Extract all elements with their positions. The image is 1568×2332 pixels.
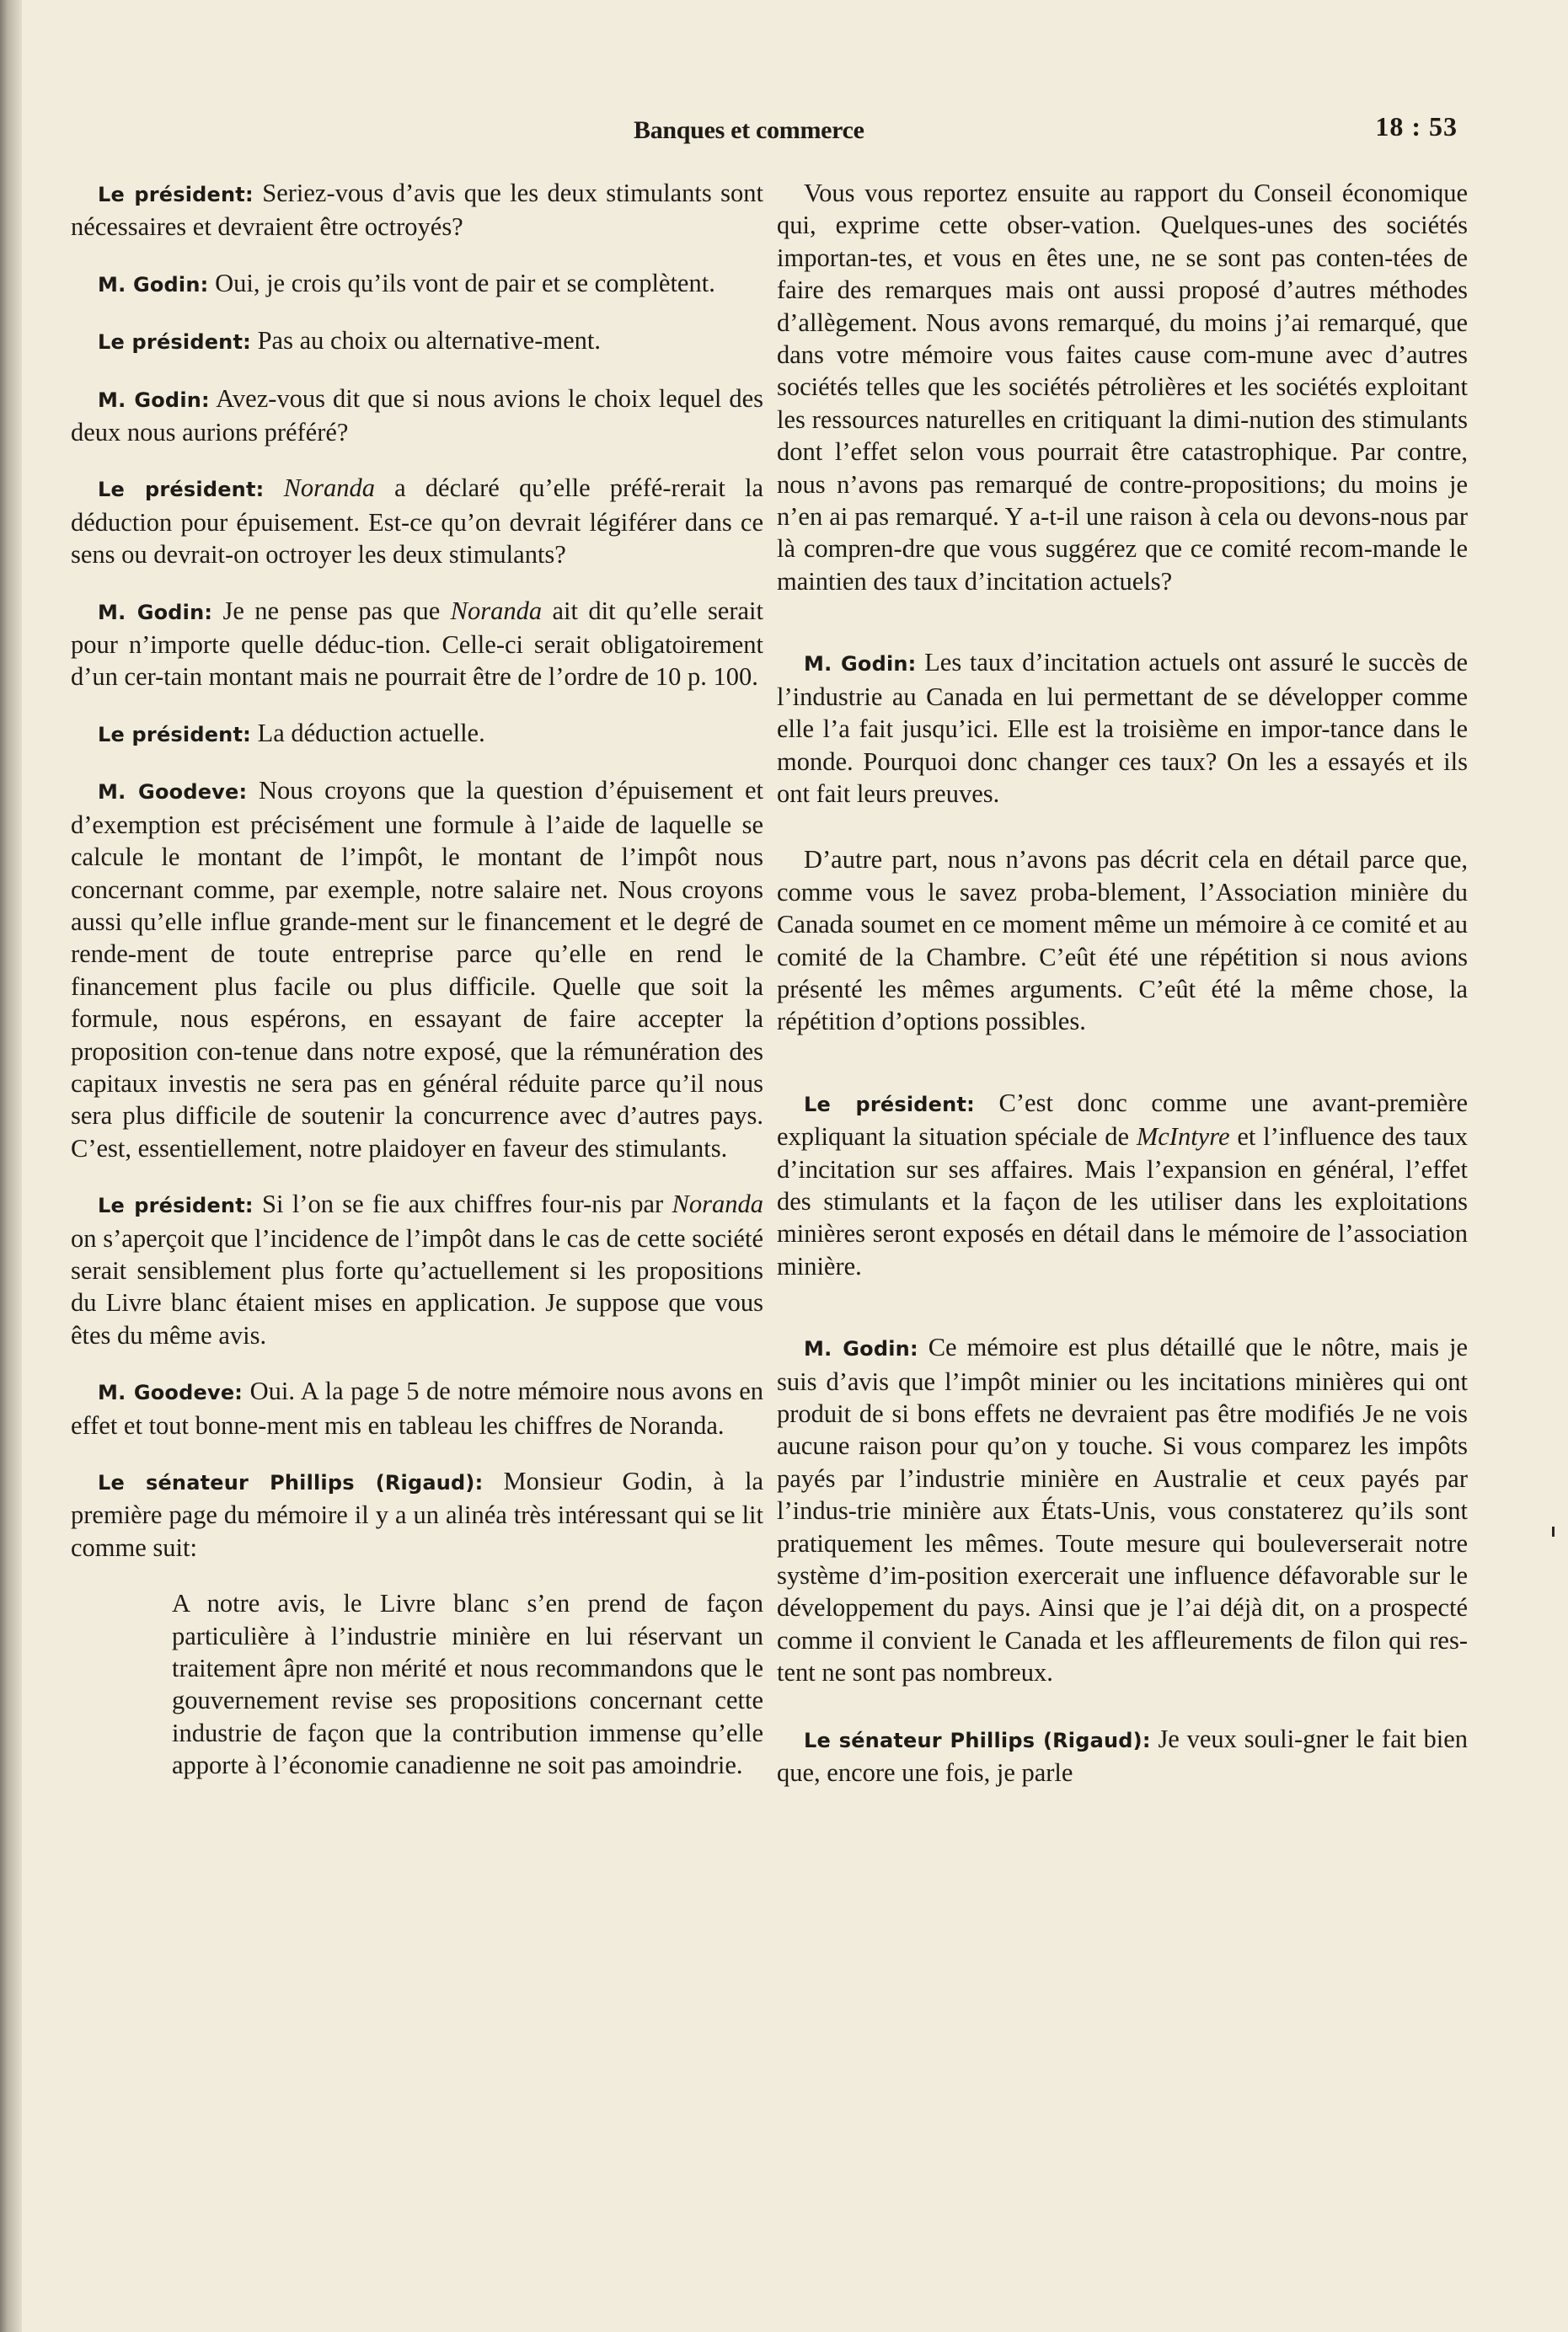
page-number: 18 : 53	[1375, 111, 1458, 142]
speaker-label: M. Godin:	[98, 388, 210, 412]
speaker-label: Le président:	[98, 183, 254, 206]
paragraph-text: Seriez-vous d’avis que les deux stimulants sont nécessaires et devraient être octroyés?	[71, 179, 764, 242]
paragraph	[777, 1331, 1468, 1688]
speaker-label: Le président:	[98, 478, 265, 502]
page-header	[623, 111, 1466, 153]
book-binding-shadow	[0, 0, 22, 2332]
company-name: Noranda	[283, 473, 376, 503]
paragraph	[71, 472, 763, 570]
paragraph-text: Oui. A la page 5 de notre mémoire nous avons en effet et tout bonne-ment mis en tableau les chiffres de Noranda.	[71, 1377, 763, 1440]
paragraph-text: Nous croyons que la question d’épuisement et d’exemption est précisément une formule à l’aide de laquelle se calcule le montant de l’impôt, le montant de l’impôt nous concernant comme, par exemple, notre salaire net. Nous croyons aussi qu’elle influe grande-ment sur le financement et le degré de rende-ment de toute entreprise parce qu’elle en rend le financement plus facile ou plus difficile. Quelle que soit la formule, nous espérons, en essayant de faire accepter la proposition con-tenue dans notre exposé, que la rémunération des capitaux investis ne sera pas en général réduite parce qu’il nous sera plus difficile de soutenir la concurrence avec d’autres pays. C’est, essentiellement, notre plaidoyer en faveur des stimulants.	[71, 776, 764, 1163]
paragraph	[777, 646, 1468, 810]
paragraph-text: La déduction actuelle.	[257, 718, 485, 747]
paragraph	[71, 324, 763, 358]
paragraph-text: Monsieur Godin, à la première page du mémoire il y a un alinéa très intéressant qui se lit comme suit:	[71, 1467, 763, 1562]
paragraph	[71, 382, 763, 449]
paragraph: Vous vous reportez ensuite au rapport du Conseil économique qui, exprime cette obser-vation. Quelques-unes des sociétés importan-tes, et vous en êtes une, ne se sont pas conten-tées de faire des remarques mais ont aussi proposé d’autres méthodes d’allègement. Nous avons remarqué, du moins j’ai remarqué, que dans votre mémoire vous faites cause com-mune avec d’autres sociétés telles que les sociétés pétrolières et les sociétés exploitant les ressources naturelles en critiquant la dimi-nution des stimulants dont l’effet selon vous pourrait être catastrophique. Par contre, nous n’avons pas remarqué de contre-propositions; du moins je n’en ai pas remarqué. Y a-t-il une raison à cela ou devons-nous par là compren-dre que vous suggérez que ce comité recom-mande le maintien des taux d’incitation actuels?	[777, 179, 1468, 596]
paragraph-text: Je veux souli-gner le fait bien que, encore une fois, je parle	[777, 1724, 1468, 1788]
paragraph	[71, 267, 763, 301]
speaker-label: M. Goodeve:	[98, 780, 248, 805]
paragraph-text: Ce mémoire est plus détaillé que le nôtre, mais je suis d’avis que l’impôt minier ou les incitations minières qui ont produit de si bons effets ne devraient pas être modifiés Je ne vois aucune raison pour qu’on y touche. Si vous comparez les impôts payés par l’industrie minière en Australie et ceux payés par l’indus-trie minière aux États-Unis, vous constaterez qu’ils sont pratiquement les mêmes. Toute mesure qui bouleverserait notre système d’im-position exercerait une influence défavorable sur le développement du pays. Ainsi que je l’ai déjà dit, on a prospecté comme il convient le Canada et les affleurements de filon qui res-tent ne sont pas nombreux.	[777, 1333, 1468, 1687]
company-name: McIntyre	[1136, 1122, 1230, 1152]
speaker-label: M. Godin:	[804, 652, 917, 677]
paragraph-text: et l’influence des taux d’incitation sur ses affaires. Mais l’expansion en général, l’effet des stimulants et la façon de les utiliser dans les exploitations minières seront exposés en détail dans le mémoire de l’association minière.	[777, 1122, 1469, 1281]
paragraph-text: Oui, je crois qu’ils vont de pair et se complètent.	[215, 268, 715, 297]
margin-mark	[1552, 1527, 1555, 1537]
left-column	[71, 177, 763, 1805]
paragraph-text: Je ne pense pas que	[222, 596, 441, 625]
paragraph	[777, 1723, 1468, 1789]
speaker-label: Le sénateur Phillips (Rigaud):	[98, 1471, 484, 1495]
paragraph-text: ait dit qu’elle serait pour n’importe quelle déduc-tion. Celle-ci serait obligatoirement d’un cer-tain montant mais ne pourrait être de l’ordre de 10 p. 100.	[71, 596, 763, 692]
paragraph-text: Si l’on se fie aux chiffres four-nis par	[262, 1190, 664, 1219]
speaker-label: Le président:	[98, 330, 251, 355]
quote-text: A notre avis, le Livre blanc s’en prend de façon particulière à l’industrie minière en lui réservant un traitement âpre non mérité et nous recommandons que le gouvernement revise ses propositions concernant cette industrie de façon que la contribution immense qu’elle apporte à l’économie canadienne ne soit pas amoindrie.	[172, 1589, 763, 1780]
paragraph	[777, 1087, 1468, 1282]
block-quote	[71, 1587, 763, 1781]
paragraph: D’autre part, nous n’avons pas décrit cela en détail parce que, comme vous le savez proba-blement, l’Association minière du Canada soumet en ce moment même un mémoire à ce comité et au comité de la Chambre. C’eût été une répétition si nous avions présenté les mêmes arguments. C’eût été la même chose, la répétition d’options possibles.	[777, 845, 1468, 1036]
paragraph	[71, 1188, 763, 1351]
speaker-label: M. Godin:	[98, 600, 213, 624]
speaker-label: Le président:	[98, 722, 251, 746]
right-column	[777, 177, 1468, 1812]
paragraph-text: a déclaré qu’elle préfé-rerait la déduction pour épuisement. Est-ce qu’on devrait légiférer dans ce sens ou devrait-on octroyer les deux stimulants?	[71, 473, 764, 570]
speaker-label: M. Godin:	[98, 272, 209, 297]
paragraph	[71, 1465, 763, 1564]
speaker-label: Le sénateur Phillips (Rigaud):	[804, 1728, 1151, 1752]
speaker-label: M. Godin:	[804, 1337, 918, 1361]
paragraph	[71, 774, 763, 1164]
company-name: Noranda	[672, 1190, 763, 1219]
speaker-label: M. Goodeve:	[98, 1381, 243, 1405]
paragraph-text: on s’aperçoit que l’incidence de l’impôt dans le cas de cette société serait sensiblement plus forte qu’actuellement si les propositions du Livre blanc étaient mises en application. Je suppose que vous êtes du même avis.	[71, 1223, 763, 1350]
paragraph-text: Pas au choix ou alternative-ment.	[257, 326, 601, 356]
paragraph-text: C’est donc comme une avant-première expliquant la situation spéciale de	[777, 1088, 1468, 1152]
running-title: Banques et commerce	[634, 116, 864, 144]
paragraph	[71, 177, 763, 243]
paragraph	[71, 717, 763, 751]
speaker-label: Le président:	[804, 1092, 975, 1116]
company-name: Noranda	[450, 596, 543, 625]
paragraph-text: Avez-vous dit que si nous avions le choix lequel des deux nous aurions préféré?	[71, 383, 763, 447]
paragraph	[71, 1375, 763, 1441]
speaker-label: Le président:	[98, 1194, 254, 1218]
paragraph	[71, 595, 763, 693]
paragraph-text: Les taux d’incitation actuels ont assuré le succès de l’industrie au Canada en lui permettant de se développer comme elle l’a fait jusqu’ici. Elle est la troisième en impor-tance dans le monde. Pourquoi donc changer ces taux? On les a essayés et ils ont fait leurs preuves.	[777, 648, 1468, 808]
